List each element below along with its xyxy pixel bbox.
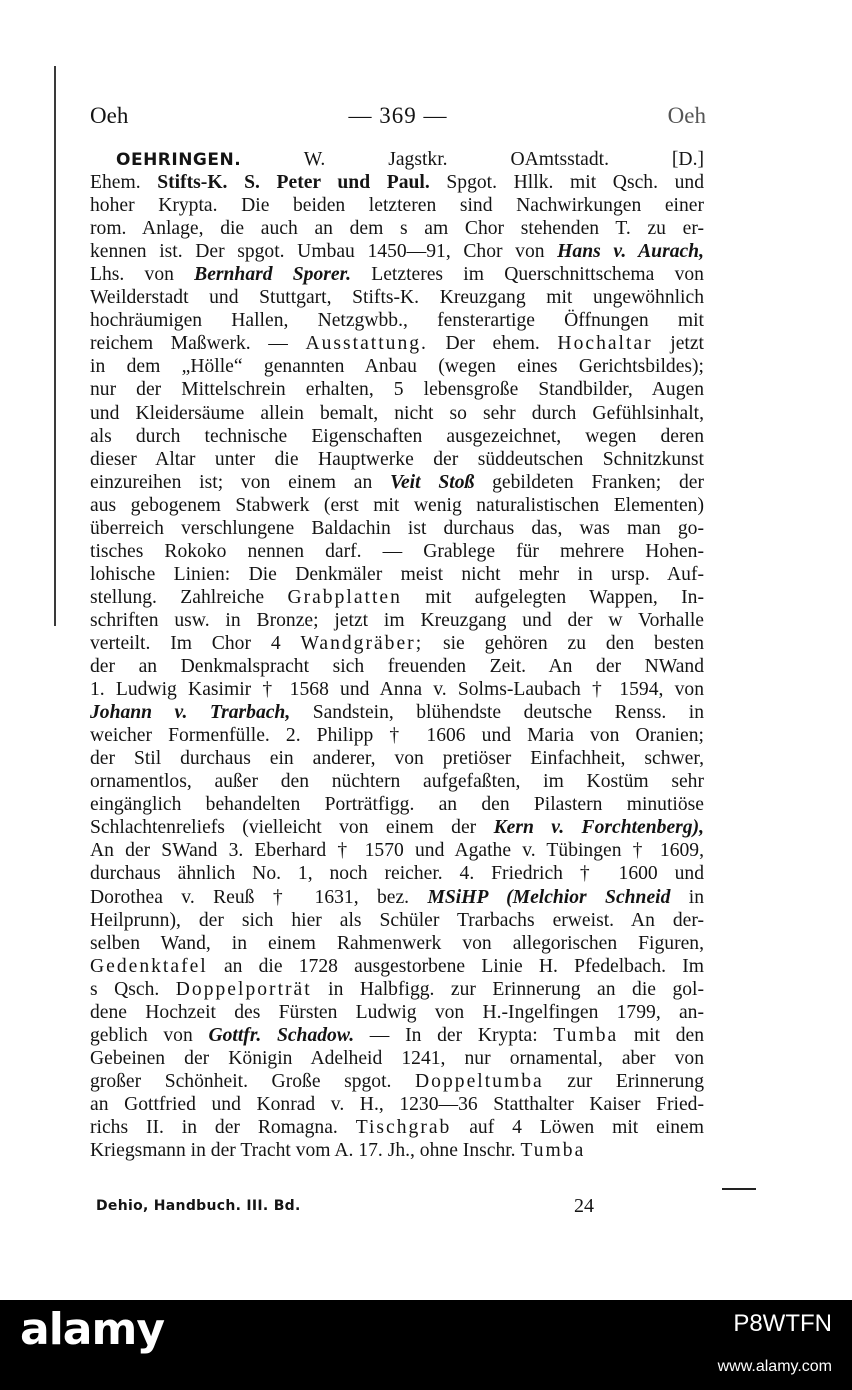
text-run: Gebeinen der Königin Adelheid 1241, nur ornamental, aber von xyxy=(90,1047,704,1069)
text-run: zur Erinnerung xyxy=(543,1070,704,1092)
text-run: in Halbfigg. zur Erinnerung an die gol- xyxy=(311,978,704,1000)
text-run: jetzt xyxy=(652,333,704,355)
text-run: Schlachtenreliefs (vielleicht von einem der xyxy=(90,817,494,839)
text-run: Johann v. Trarbach, xyxy=(90,702,291,724)
text-line xyxy=(90,471,704,494)
text-line xyxy=(90,586,704,609)
text-run: nur der Mittelschrein erhalten, 5 lebensgroße Standbilder, Augen xyxy=(90,379,704,401)
text-line xyxy=(90,816,704,839)
text-line xyxy=(90,148,704,171)
text-line xyxy=(90,932,704,955)
text-run: überreich verschlungene Baldachin ist durchaus das, was man go- xyxy=(90,517,704,539)
text-run: weicher Formenfülle. 2. Philipp † 1606 und Maria von Oranien; xyxy=(90,725,704,747)
text-run: — In der Krypta: xyxy=(354,1024,554,1046)
text-line xyxy=(90,1116,704,1139)
text-line xyxy=(90,1047,704,1070)
text-run: Der ehem. xyxy=(427,333,558,355)
text-line xyxy=(90,1024,704,1047)
text-run: An der SWand 3. Eberhard † 1570 und Agathe v. Tübingen † 1609, xyxy=(90,840,704,862)
text-run: Ausstattung. xyxy=(305,333,428,355)
text-line xyxy=(90,609,704,632)
text-line xyxy=(90,770,704,793)
text-run: Kern v. Forchtenberg), xyxy=(493,817,704,839)
text-run: Kriegsmann in der Tracht vom A. 17. Jh., ohne Inschr. xyxy=(90,1140,521,1162)
text-run: Hans v. Aurach, xyxy=(557,241,704,263)
text-run: eingänglich behandelten Porträtfigg. an den Pilastern minutiöse xyxy=(90,794,704,816)
text-run: geblich von xyxy=(90,1024,209,1046)
text-run: ornamentlos, außer den nüchtern aufgefaßten, im Kostüm sehr xyxy=(90,771,704,793)
text-line xyxy=(90,425,704,448)
running-header xyxy=(90,103,706,139)
text-line xyxy=(90,517,704,540)
text-run: Wandgräber; xyxy=(300,632,424,654)
text-run: OEHRINGEN. xyxy=(116,150,242,170)
text-run: und Kleidersäume allein bemalt, nicht so sehr durch Gefühlsinhalt, xyxy=(90,402,704,424)
text-run: MSiHP (Melchior Schneid xyxy=(427,886,671,908)
text-run: richs II. in der Romagna. xyxy=(90,1116,356,1138)
text-run: Veit Stoß xyxy=(390,471,475,493)
brand-logo: alamy xyxy=(20,1304,164,1355)
text-run: Letzteres im Querschnittschema von xyxy=(351,264,704,286)
text-line xyxy=(90,747,704,770)
text-run: Gottfr. Schadow. xyxy=(208,1024,355,1046)
text-run: durchaus ähnlich No. 1, noch reicher. 4. Friedrich † 1600 und xyxy=(90,863,704,885)
text-run: Hochaltar xyxy=(557,333,653,355)
text-run: als durch technische Eigenschaften ausgezeichnet, wegen deren xyxy=(90,425,704,447)
text-line xyxy=(90,632,704,655)
text-run: tisches Rokoko nennen darf. — Grablege für mehrere Hohen- xyxy=(90,540,704,562)
text-run: kennen ist. Der spgot. Umbau 1450—91, Chor von xyxy=(90,241,558,263)
text-run: Tumba xyxy=(520,1140,586,1162)
text-run: Weilderstadt und Stuttgart, Stifts-K. Kreuzgang mit ungewöhnlich xyxy=(90,287,704,309)
watermark-url: www.alamy.com xyxy=(717,1358,832,1375)
text-run: Heilprunn), der sich hier als Schüler Trarbachs erweist. An der- xyxy=(90,909,704,931)
text-line xyxy=(90,494,704,517)
text-run: reichem Maßwerk. — xyxy=(90,333,306,355)
text-line xyxy=(90,263,704,286)
text-line xyxy=(90,839,704,862)
sheet-number: 24 xyxy=(574,1195,594,1217)
text-line xyxy=(90,955,704,978)
text-run: Stifts-K. S. Peter und Paul. xyxy=(157,172,430,194)
text-run: mit den xyxy=(618,1024,704,1046)
text-run: aus gebogenem Stabwerk (erst mit wenig naturalistischen Elementen) xyxy=(90,494,704,516)
text-run: hochräumigen Hallen, Netzgwbb., fensterartige Öffnungen mit xyxy=(90,310,704,332)
text-line xyxy=(90,678,704,701)
text-line xyxy=(90,701,704,724)
entry-text xyxy=(90,148,704,1162)
text-line xyxy=(90,724,704,747)
text-line xyxy=(90,793,704,816)
text-line xyxy=(90,332,704,355)
text-run: großer Schönheit. Große spgot. xyxy=(90,1070,416,1092)
text-line xyxy=(90,240,704,263)
text-run: an Gottfried und Konrad v. H., 1230—36 Statthalter Kaiser Fried- xyxy=(90,1093,704,1115)
text-line xyxy=(90,655,704,678)
text-run: Doppeltumba xyxy=(415,1070,544,1092)
text-run: Sandstein, blühendste deutsche Renss. in xyxy=(290,702,704,724)
text-run: in dem „Hölle“ genannten Anbau (wegen eines Gerichtsbildes); xyxy=(90,356,704,378)
text-line xyxy=(90,978,704,1001)
text-line xyxy=(90,909,704,932)
text-run: s Qsch. xyxy=(90,978,176,1000)
text-run: 1. Ludwig Kasimir † 1568 und Anna v. Solms-Laubach † 1594, von xyxy=(90,679,704,701)
text-run: dieser Altar unter die Hauptwerke der süddeutschen Schnitzkunst xyxy=(90,448,704,470)
text-run: auf 4 Löwen mit einem xyxy=(451,1116,704,1138)
text-run: Dorothea v. Reuß † 1631, bez. xyxy=(90,886,428,908)
header-right-keyword: Oeh xyxy=(667,103,706,128)
text-line xyxy=(90,194,704,217)
text-run: der an Denkmalspracht sich freuenden Zeit. An der NWand xyxy=(90,656,704,678)
text-run: stellung. Zahlreiche xyxy=(90,586,288,608)
text-run: mit aufgelegten Wappen, In- xyxy=(401,586,704,608)
text-run: der Stil durchaus ein anderer, von pretiöser Einfachheit, schwer, xyxy=(90,748,704,770)
binding-edge-line xyxy=(54,66,56,626)
page-footer xyxy=(96,1195,706,1228)
text-line xyxy=(90,1139,704,1162)
text-line xyxy=(90,286,704,309)
image-id: P8WTFN xyxy=(733,1310,832,1337)
watermark-banner xyxy=(0,1300,852,1390)
text-run: Ehem. xyxy=(90,172,158,194)
text-run: rom. Anlage, die auch an dem s am Chor stehenden T. zu er- xyxy=(90,218,704,240)
text-run: Gedenktafel xyxy=(90,955,208,977)
text-run: dene Hochzeit des Fürsten Ludwig von H.-Ingelfingen 1799, an- xyxy=(90,1001,704,1023)
text-line xyxy=(90,1093,704,1116)
text-run: sie gehören zu den besten xyxy=(423,632,704,654)
text-line xyxy=(90,1070,704,1093)
text-line xyxy=(90,355,704,378)
text-line xyxy=(90,862,704,885)
text-run: Spgot. Hllk. mit Qsch. und xyxy=(429,172,704,194)
text-line xyxy=(90,378,704,401)
text-run: Doppelporträt xyxy=(175,978,312,1000)
text-line xyxy=(90,886,704,909)
footer-signature: Dehio, Handbuch. III. Bd. xyxy=(96,1198,301,1214)
text-run: verteilt. Im Chor 4 xyxy=(90,632,301,654)
text-line xyxy=(90,309,704,332)
text-run: lohische Linien: Die Denkmäler meist nicht mehr in ursp. Auf- xyxy=(90,563,704,585)
text-run: in xyxy=(670,886,704,908)
text-run: Tumba xyxy=(553,1024,619,1046)
text-run: Lhs. von xyxy=(90,264,195,286)
text-line xyxy=(90,563,704,586)
text-run: einzureihen ist; von einem an xyxy=(90,471,391,493)
text-run: W. Jagstkr. OAmtsstadt. [D.] xyxy=(241,149,704,170)
text-run: Grabplatten xyxy=(287,586,402,608)
page-number: — 369 — xyxy=(348,103,448,128)
text-run: hoher Krypta. Die beiden letzteren sind Nachwirkungen einer xyxy=(90,195,704,217)
header-left-keyword: Oeh xyxy=(90,103,129,128)
text-run: an die 1728 ausgestorbene Linie H. Pfedelbach. Im xyxy=(207,955,704,977)
text-line xyxy=(90,448,704,471)
text-line xyxy=(90,217,704,240)
text-run: Bernhard Sporer. xyxy=(194,264,352,286)
text-line xyxy=(90,1001,704,1024)
text-run: selben Wand, in einem Rahmenwerk von allegorischen Figuren, xyxy=(90,932,704,954)
text-line xyxy=(90,540,704,563)
text-line xyxy=(90,402,704,425)
catchword-dash xyxy=(722,1188,756,1190)
text-run: Tischgrab xyxy=(355,1116,452,1138)
text-run: schriften usw. in Bronze; jetzt im Kreuzgang und der w Vorhalle xyxy=(90,609,704,631)
text-line xyxy=(90,171,704,194)
text-run: gebildeten Franken; der xyxy=(474,471,704,493)
